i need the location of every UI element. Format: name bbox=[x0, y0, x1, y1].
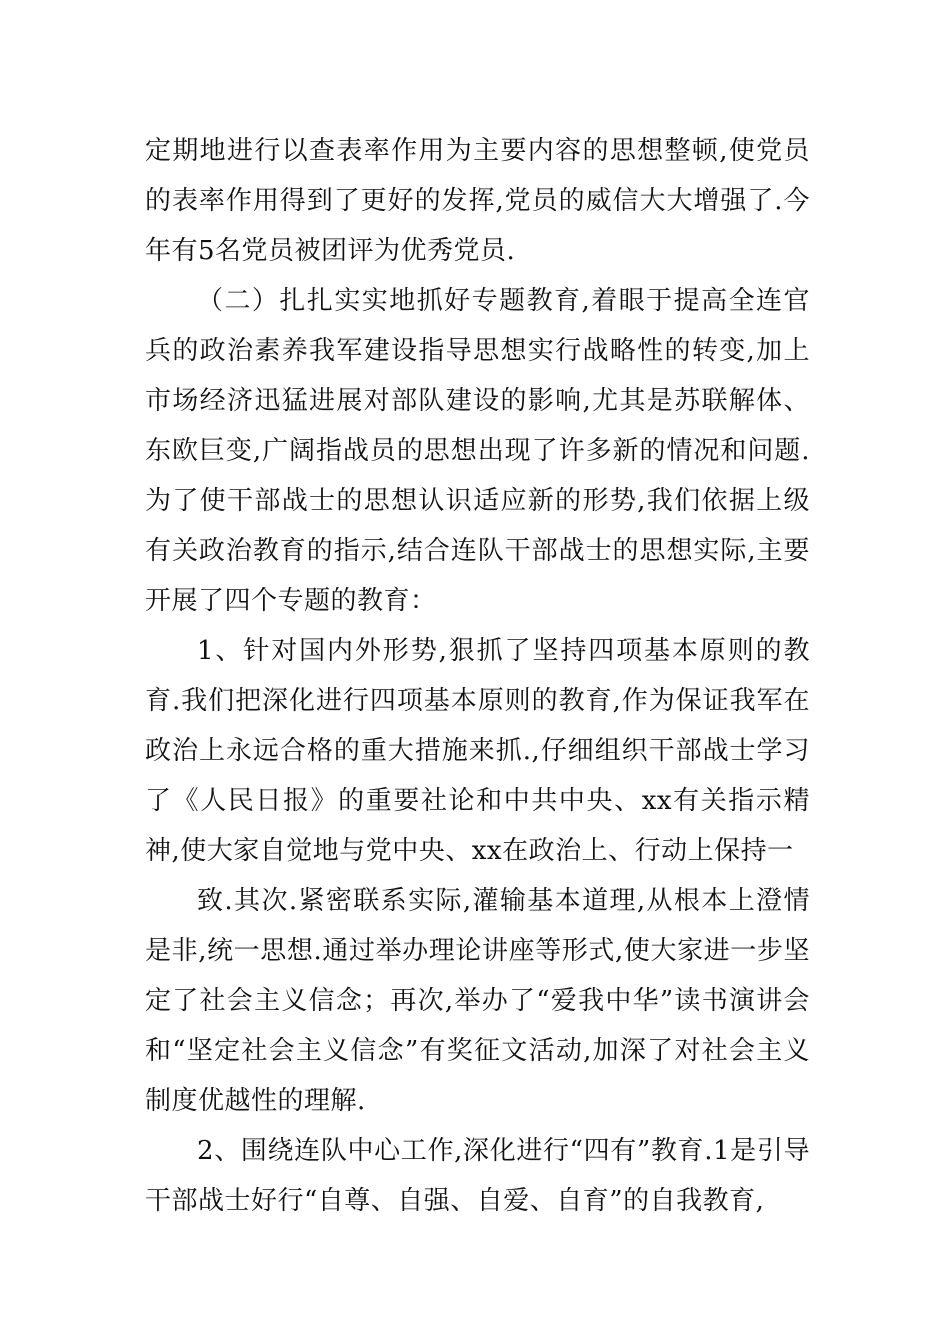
paragraph-5: 2、围绕连队中心工作,深化进行“四有”教育.1是引导干部战士好行“自尊、自强、自爱、自育”的自我教育, bbox=[145, 1136, 810, 1216]
paragraph-3: 1、针对国内外形势,狠抓了坚持四项基本原则的教育.我们把深化进行四项基本原则的教育,作为保证我军在政治上永远合格的重大措施来抓.,仔细组织干部战士学习了《人民日报》的重要社论和中共中央、xx有关指示精神,使大家自觉地与党中央、xx在政治上、行动上保持一 bbox=[145, 636, 810, 866]
paragraph-1: 定期地进行以查表率作用为主要内容的思想整顿,使党员的表率作用得到了更好的发挥,党员的威信大大增强了.今年有5名党员被团评为优秀党员. bbox=[145, 136, 810, 266]
document-body bbox=[145, 126, 810, 1226]
paragraph-2: （二）扎扎实实地抓好专题教育,着眼于提高全连官兵的政治素养我军建设指导思想实行战略性的转变,加上市场经济迅猛进展对部队建设的影响,尤其是苏联解体、东欧巨变,广阔指战员的思想出现了许多新的情况和问题.为了使干部战士的思想认识适应新的形势,我们依据上级有关政治教育的指示,结合连队干部战士的思想实际,主要开展了四个专题的教育： bbox=[145, 286, 810, 616]
paragraph-4: 致.其次.紧密联系实际,灌输基本道理,从根本上澄情是非,统一思想.通过举办理论讲座等形式,使大家进一步坚定了社会主义信念；再次,举办了“爱我中华”读书演讲会和“坚定社会主义信念”有奖征文活动,加深了对社会主义制度优越性的理解. bbox=[145, 886, 810, 1116]
